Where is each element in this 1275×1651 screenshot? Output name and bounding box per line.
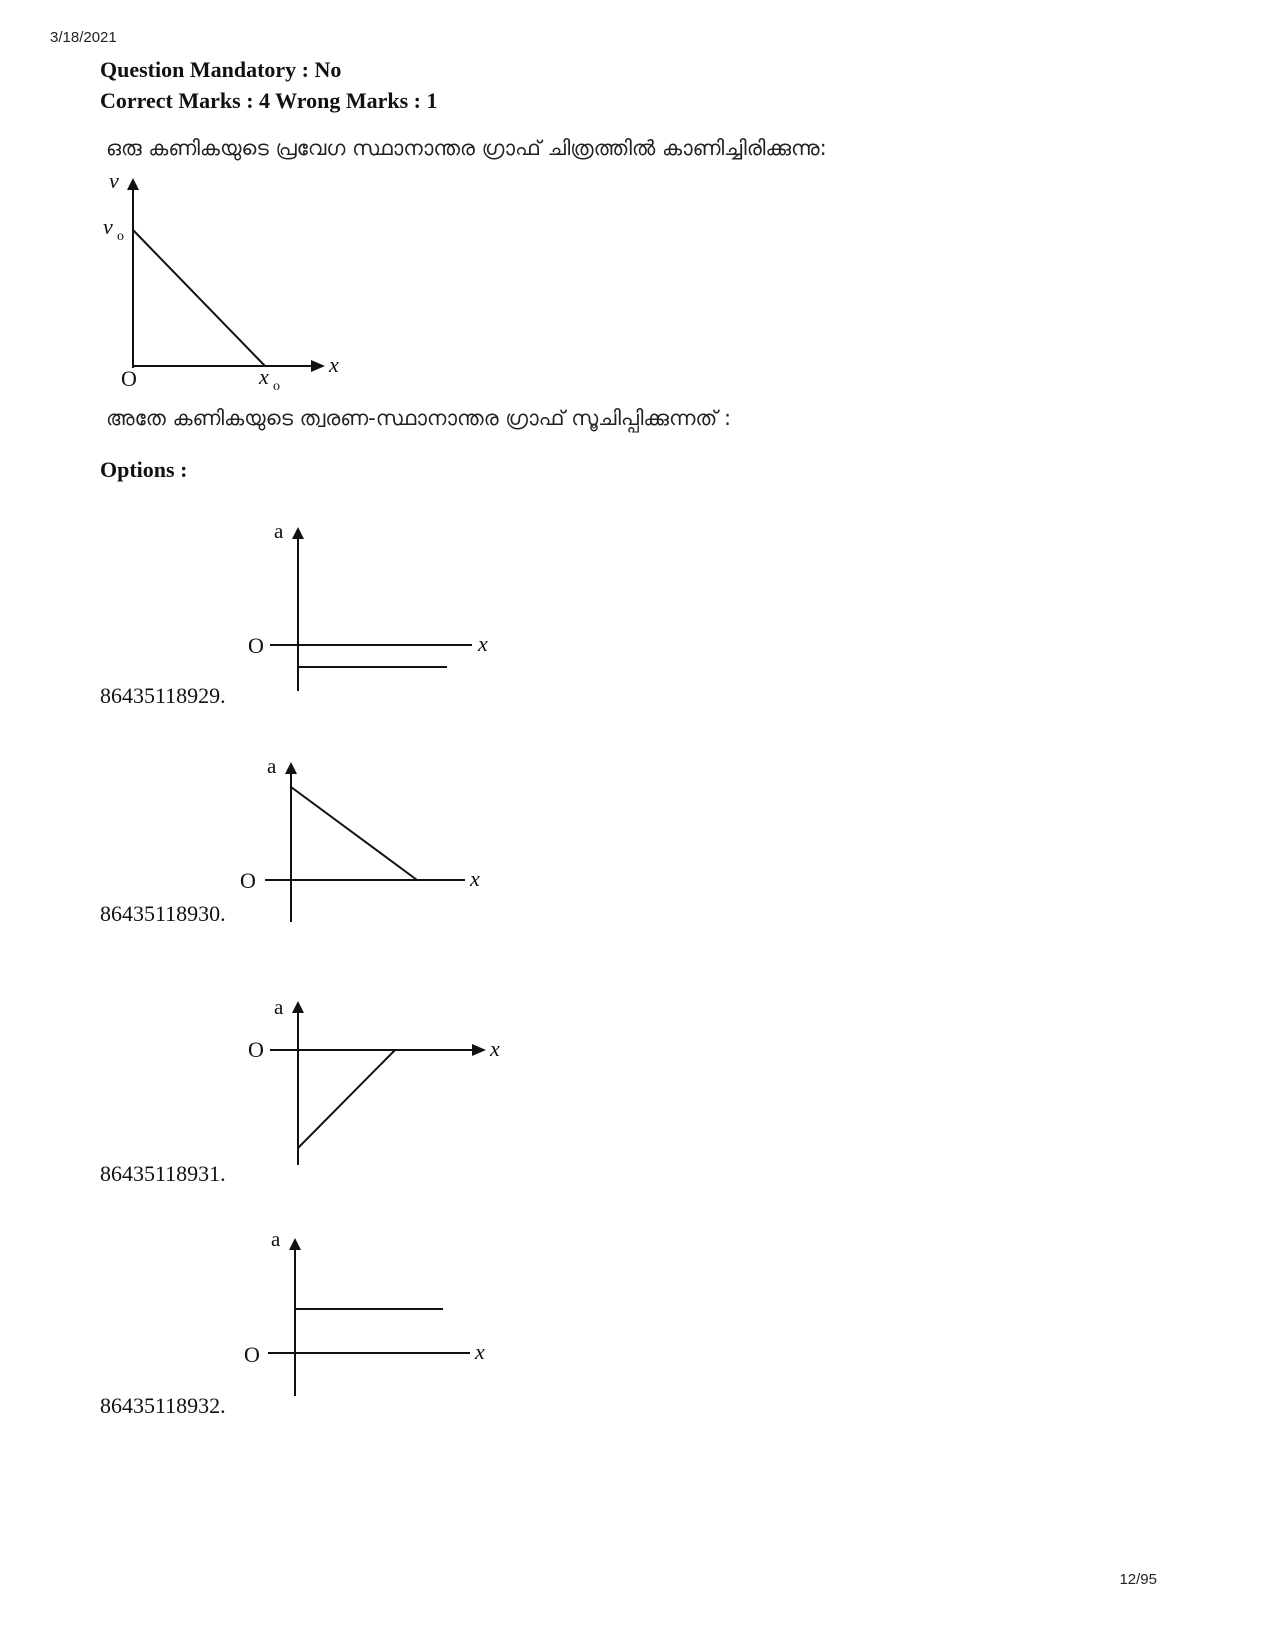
v-axis-label: v xyxy=(109,168,119,193)
question-prompt: അതേ കണികയുടെ ത്വരണ-സ്ഥാനാന്തര ഗ്രാഫ് സൂചിപ്പിക്കുന്നത് : xyxy=(106,406,732,430)
origin-label: O xyxy=(248,1037,264,1062)
a-axis-label: a xyxy=(267,754,277,778)
page-number: 12/95 xyxy=(1119,1571,1157,1588)
x0-subscript: o xyxy=(273,379,280,394)
print-date: 3/18/2021 xyxy=(50,29,117,46)
option-2-graph[interactable] xyxy=(235,750,505,930)
a-axis-label: a xyxy=(271,1228,281,1251)
x-axis-label: x xyxy=(478,631,488,656)
v0-subscript: o xyxy=(117,229,124,244)
option-1-graph[interactable] xyxy=(240,515,510,700)
a-axis-label: a xyxy=(274,995,284,1019)
question-marks: Correct Marks : 4 Wrong Marks : 1 xyxy=(100,88,438,113)
option-4-id: 86435118932. xyxy=(100,1393,226,1418)
x-axis-label: x xyxy=(329,352,339,377)
v0-label: v xyxy=(103,214,113,239)
x-axis-label: x xyxy=(470,866,480,891)
options-label: Options : xyxy=(100,457,188,482)
option-2-id: 86435118930. xyxy=(100,901,226,926)
velocity-position-graph xyxy=(95,168,355,398)
option-3-id: 86435118931. xyxy=(100,1161,226,1186)
option-3-graph[interactable] xyxy=(240,993,515,1173)
question-text: ഒരു കണികയുടെ പ്രവേഗ സ്ഥാനാന്തര ഗ്രാഫ് ചിത്രത്തിൽ കാണിച്ചിരിക്കുന്നു: xyxy=(106,136,827,160)
origin-label: O xyxy=(240,868,256,893)
origin-label: O xyxy=(248,633,264,658)
a-axis-label: a xyxy=(274,519,284,543)
origin-label: O xyxy=(244,1342,260,1367)
x0-label: x xyxy=(259,364,269,389)
x-axis-label: x xyxy=(490,1036,500,1061)
option-1-id: 86435118929. xyxy=(100,683,226,708)
origin-label: O xyxy=(121,366,137,391)
question-mandatory: Question Mandatory : No xyxy=(100,57,342,82)
x-axis-label: x xyxy=(475,1339,485,1364)
option-4-graph[interactable] xyxy=(238,1228,508,1403)
